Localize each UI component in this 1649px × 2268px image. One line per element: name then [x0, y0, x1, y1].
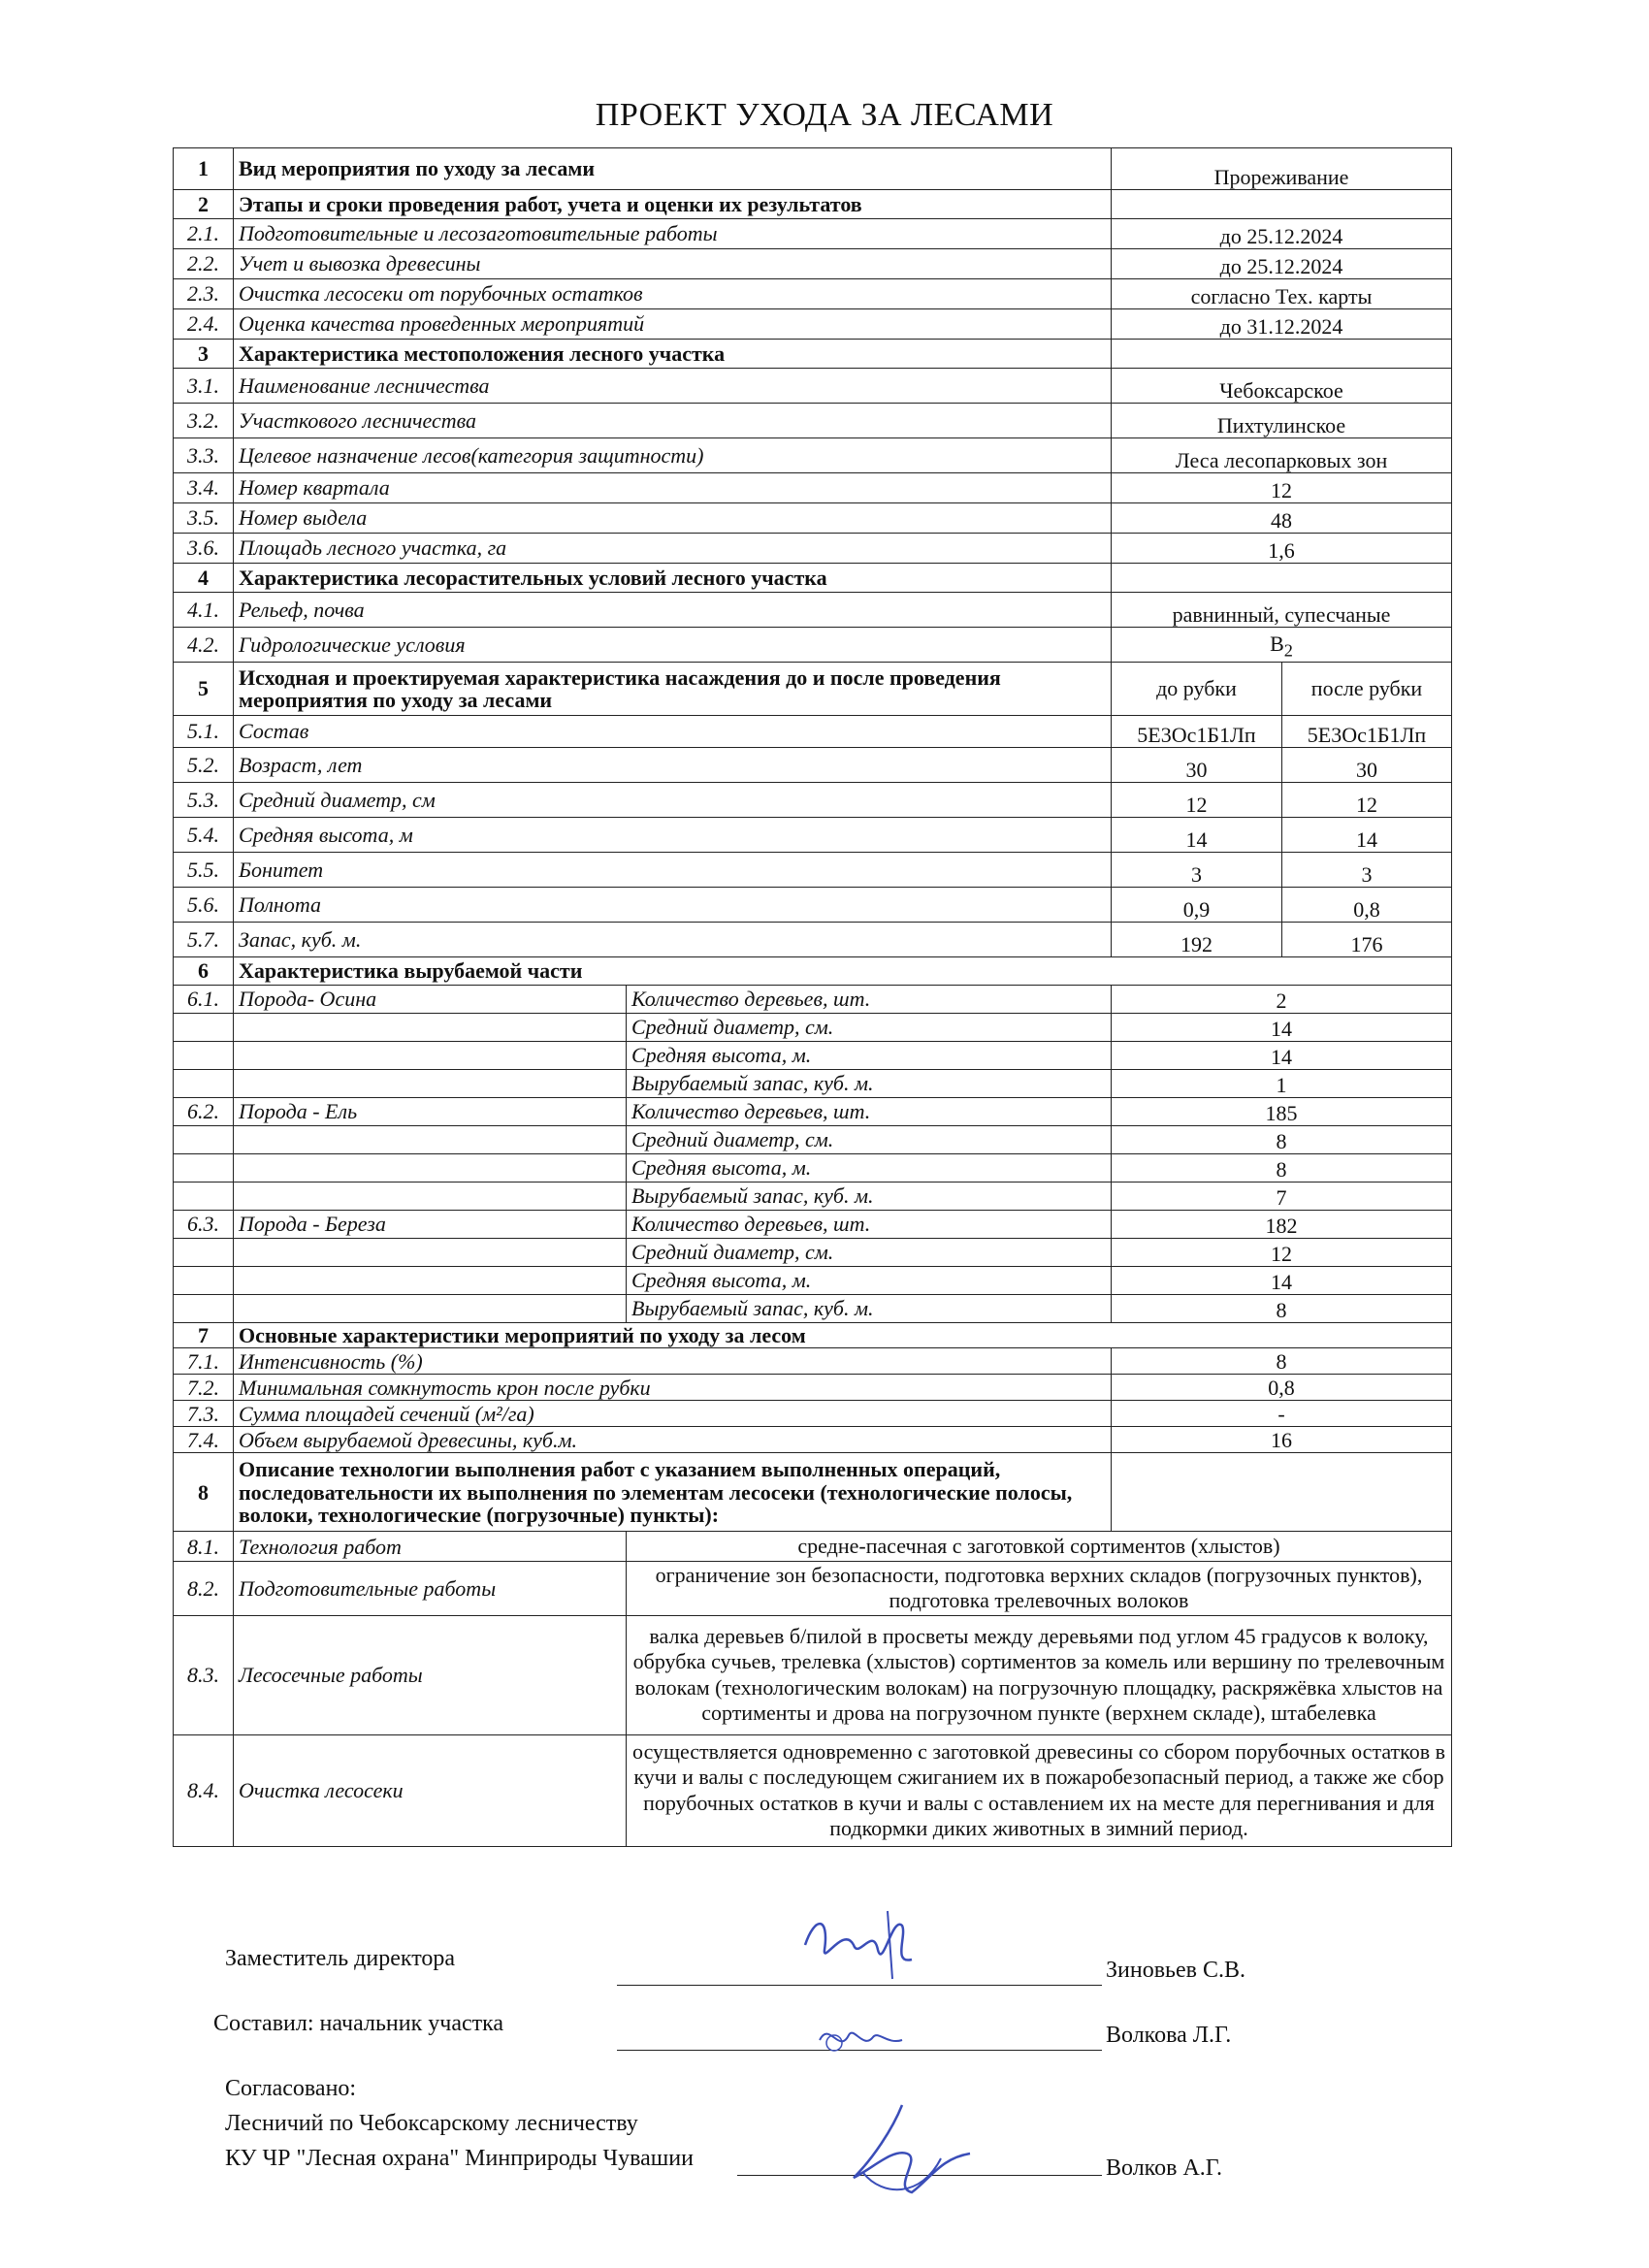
- param-value: 14: [1112, 1042, 1452, 1070]
- row-label: Запас, куб. м.: [234, 923, 1112, 957]
- row-number: 5.2.: [174, 748, 234, 783]
- row-label: Оценка качества проведенных мероприятий: [234, 309, 1112, 340]
- row-number: 2.3.: [174, 279, 234, 309]
- row-value: 0,8: [1112, 1375, 1452, 1401]
- row-value: до 31.12.2024: [1112, 309, 1452, 340]
- row-number: 6.3.: [174, 1211, 234, 1239]
- empty-cell: [234, 1183, 627, 1211]
- row-number: [174, 1295, 234, 1323]
- param-label: Средняя высота, м.: [627, 1154, 1112, 1183]
- row-number: 3.4.: [174, 473, 234, 503]
- table-row: [174, 1375, 1452, 1401]
- row-number: 8.4.: [174, 1734, 234, 1846]
- section-number: 7: [174, 1323, 234, 1348]
- table-row: [174, 923, 1452, 957]
- row-value: до 25.12.2024: [1112, 219, 1452, 249]
- row-label: Полнота: [234, 888, 1112, 923]
- param-label: Вырубаемый запас, куб. м.: [627, 1070, 1112, 1098]
- row-number: [174, 1042, 234, 1070]
- species-label: Порода - Береза: [234, 1211, 627, 1239]
- table-row: [174, 279, 1452, 309]
- row-label: Участкового лесничества: [234, 404, 1112, 438]
- param-label: Средняя высота, м.: [627, 1042, 1112, 1070]
- hydrology-value: [1112, 628, 1452, 663]
- row-value: 12: [1112, 473, 1452, 503]
- after-value: 176: [1282, 923, 1452, 957]
- table-row: [174, 438, 1452, 473]
- row-number: [174, 1154, 234, 1183]
- before-header: до рубки: [1112, 663, 1282, 716]
- table-row: [174, 1239, 1452, 1267]
- row-number: 5.1.: [174, 716, 234, 748]
- after-value: 0,8: [1282, 888, 1452, 923]
- before-value: 14: [1112, 818, 1282, 853]
- table-row: [174, 1126, 1452, 1154]
- table-row: [174, 1070, 1452, 1098]
- empty-cell: [234, 1042, 627, 1070]
- empty-cell: [234, 1154, 627, 1183]
- section-value: Прореживание: [1112, 148, 1452, 190]
- before-value: 5Е3Ос1Б1Лп: [1112, 716, 1282, 748]
- deputy-signature-image: [795, 1906, 931, 1984]
- param-value: 7: [1112, 1183, 1452, 1211]
- before-value: 12: [1112, 783, 1282, 818]
- empty-value-cell: [1112, 190, 1452, 219]
- row-value: валка деревьев б/пилой в просветы между деревьями под углом 45 градусов к волоку, обрубка сучьев, трелевка (хлыстов) сортиментов за комель или вершину по трелевочным волокам (технологическим волокам) на погрузочную площадку, раскряжёвка хлыстов на сортименты и дрова на погрузочном пункте (верхнем складе), штабелевка: [627, 1615, 1452, 1734]
- table-row: [174, 853, 1452, 888]
- before-value: 192: [1112, 923, 1282, 957]
- table-row: [174, 1401, 1452, 1427]
- species-label: Порода- Осина: [234, 986, 627, 1014]
- row-label: Номер квартала: [234, 473, 1112, 503]
- table-row: [174, 593, 1452, 628]
- section-heading: Вид мероприятия по уходу за лесами: [234, 148, 1112, 190]
- composer-role: Составил: начальник участка: [213, 2011, 504, 2036]
- row-number: 3.2.: [174, 404, 234, 438]
- param-value: 182: [1112, 1211, 1452, 1239]
- row-value: Чебоксарское: [1112, 369, 1452, 404]
- row-number: 2.4.: [174, 309, 234, 340]
- param-value: 8: [1112, 1126, 1452, 1154]
- row-number: [174, 1267, 234, 1295]
- row-value: ограничение зон безопасности, подготовка верхних складов (погрузочных пунктов), подготовка трелевочных волоков: [627, 1562, 1452, 1616]
- row-number: [174, 1126, 234, 1154]
- table-row: [174, 1014, 1452, 1042]
- deputy-name: Зиновьев С.В.: [1106, 1958, 1245, 1983]
- row-value: средне-пасечная с заготовкой сортиментов (хлыстов): [627, 1532, 1452, 1562]
- section-row: [174, 148, 1452, 190]
- row-label: Очистка лесосеки: [234, 1734, 627, 1846]
- row-label: Средний диаметр, см: [234, 783, 1112, 818]
- section-row: [174, 340, 1452, 369]
- section-number: 8: [174, 1453, 234, 1532]
- table-row: [174, 534, 1452, 564]
- row-number: 3.6.: [174, 534, 234, 564]
- row-label: Подготовительные работы: [234, 1562, 627, 1616]
- param-label: Вырубаемый запас, куб. м.: [627, 1295, 1112, 1323]
- empty-cell: [234, 1267, 627, 1295]
- section-heading: Характеристика лесорастительных условий лесного участка: [234, 564, 1112, 593]
- row-number: 3.3.: [174, 438, 234, 473]
- empty-cell: [234, 1295, 627, 1323]
- species-label: Порода - Ель: [234, 1098, 627, 1126]
- param-value: 185: [1112, 1098, 1452, 1126]
- param-value: 14: [1112, 1267, 1452, 1295]
- section-number: 2: [174, 190, 234, 219]
- table-row: [174, 1562, 1452, 1616]
- hydrology-letter: B: [1270, 632, 1284, 657]
- param-value: 14: [1112, 1014, 1452, 1042]
- row-number: 7.2.: [174, 1375, 234, 1401]
- row-label: Бонитет: [234, 853, 1112, 888]
- table-row: [174, 1211, 1452, 1239]
- row-number: 7.3.: [174, 1401, 234, 1427]
- row-value: 48: [1112, 503, 1452, 534]
- section-row: [174, 957, 1452, 986]
- row-label: Наименование лесничества: [234, 369, 1112, 404]
- row-value: -: [1112, 1401, 1452, 1427]
- row-number: 2.1.: [174, 219, 234, 249]
- section-row: [174, 1323, 1452, 1348]
- row-label: Гидрологические условия: [234, 628, 1112, 663]
- param-value: 8: [1112, 1154, 1452, 1183]
- composer-name: Волкова Л.Г.: [1106, 2023, 1232, 2048]
- row-label: Учет и вывозка древесины: [234, 249, 1112, 279]
- empty-cell: [234, 1014, 627, 1042]
- section-number: 4: [174, 564, 234, 593]
- section-number: 1: [174, 148, 234, 190]
- param-label: Средний диаметр, см.: [627, 1126, 1112, 1154]
- row-value: до 25.12.2024: [1112, 249, 1452, 279]
- row-label: Номер выдела: [234, 503, 1112, 534]
- table-row: [174, 1183, 1452, 1211]
- row-label: Состав: [234, 716, 1112, 748]
- table-row: [174, 219, 1452, 249]
- section-heading: Характеристика вырубаемой части: [234, 957, 1452, 986]
- section-heading: Исходная и проектируемая характеристика насаждения до и после проведения мероприятия по уходу за лесами: [234, 663, 1112, 716]
- hydrology-index: 2: [1283, 640, 1293, 661]
- table-row: [174, 1348, 1452, 1375]
- document-title: ПРОЕКТ УХОДА ЗА ЛЕСАМИ: [595, 97, 1054, 133]
- param-value: 2: [1112, 986, 1452, 1014]
- row-number: 2.2.: [174, 249, 234, 279]
- table-row: [174, 986, 1452, 1014]
- row-label: Технология работ: [234, 1532, 627, 1562]
- param-value: 12: [1112, 1239, 1452, 1267]
- table-row: [174, 818, 1452, 853]
- table-row: [174, 1532, 1452, 1562]
- row-value: 8: [1112, 1348, 1452, 1375]
- row-number: 6.1.: [174, 986, 234, 1014]
- table-row: [174, 473, 1452, 503]
- table-row: [174, 888, 1452, 923]
- section-row: [174, 190, 1452, 219]
- empty-cell: [234, 1239, 627, 1267]
- row-value: 16: [1112, 1427, 1452, 1453]
- table-row: [174, 404, 1452, 438]
- row-label: Очистка лесосеки от порубочных остатков: [234, 279, 1112, 309]
- row-label: Объем вырубаемой древесины, куб.м.: [234, 1427, 1112, 1453]
- row-label: Подготовительные и лесозаготовительные работы: [234, 219, 1112, 249]
- empty-value-cell: [1112, 1453, 1452, 1532]
- before-value: 30: [1112, 748, 1282, 783]
- row-number: 5.5.: [174, 853, 234, 888]
- section-heading: Описание технологии выполнения работ с указанием выполненных операций, последовательности их выполнения по элементам лесосеки (технологические полосы, волоки, технологические (погрузочные) пункты):: [234, 1453, 1112, 1532]
- forester-name: Волков А.Г.: [1106, 2155, 1222, 2181]
- deputy-role: Заместитель директора: [225, 1946, 456, 1971]
- param-label: Вырубаемый запас, куб. м.: [627, 1183, 1112, 1211]
- table-row: [174, 628, 1452, 663]
- row-value: согласно Тех. карты: [1112, 279, 1452, 309]
- table-row: [174, 1615, 1452, 1734]
- section-number: 3: [174, 340, 234, 369]
- table-row: [174, 503, 1452, 534]
- table-row: [174, 783, 1452, 818]
- param-label: Количество деревьев, шт.: [627, 1211, 1112, 1239]
- after-header: после рубки: [1282, 663, 1452, 716]
- table-row: [174, 1154, 1452, 1183]
- table-row: [174, 1427, 1452, 1453]
- param-value: 1: [1112, 1070, 1452, 1098]
- empty-value-cell: [1112, 564, 1452, 593]
- row-value: осуществляется одновременно с заготовкой древесины со сбором порубочных остатков в кучи и валы с последующем сжиганием их в пожаробезопасный период, а также же сбор порубочных остатков в кучи и валы с оставлением их на месте для перегнивания и для подкормки диких животных в зимний период.: [627, 1734, 1452, 1846]
- empty-cell: [234, 1126, 627, 1154]
- section-heading: Основные характеристики мероприятий по уходу за лесом: [234, 1323, 1452, 1348]
- row-number: [174, 1183, 234, 1211]
- row-number: 4.2.: [174, 628, 234, 663]
- after-value: 12: [1282, 783, 1452, 818]
- row-number: 7.1.: [174, 1348, 234, 1375]
- row-label: Целевое назначение лесов(категория защитности): [234, 438, 1112, 473]
- section-heading: Характеристика местоположения лесного участка: [234, 340, 1112, 369]
- row-number: 6.2.: [174, 1098, 234, 1126]
- row-label: Площадь лесного участка, га: [234, 534, 1112, 564]
- param-label: Средний диаметр, см.: [627, 1239, 1112, 1267]
- row-number: [174, 1014, 234, 1042]
- section-row: [174, 1453, 1452, 1532]
- table-row: [174, 716, 1452, 748]
- forester-line2: КУ ЧР "Лесная охрана" Минприроды Чувашии: [225, 2146, 694, 2171]
- row-number: [174, 1070, 234, 1098]
- row-number: 5.3.: [174, 783, 234, 818]
- section-row: [174, 564, 1452, 593]
- row-label: Возраст, лет: [234, 748, 1112, 783]
- before-value: 3: [1112, 853, 1282, 888]
- param-value: 8: [1112, 1295, 1452, 1323]
- row-value: Пихтулинское: [1112, 404, 1452, 438]
- after-value: 3: [1282, 853, 1452, 888]
- after-value: 30: [1282, 748, 1452, 783]
- section-number: 5: [174, 663, 234, 716]
- row-label: Средняя высота, м: [234, 818, 1112, 853]
- row-label: Интенсивность (%): [234, 1348, 1112, 1375]
- row-label: Минимальная сомкнутость крон после рубки: [234, 1375, 1112, 1401]
- deputy-signature-line: [617, 1985, 1102, 1986]
- table-row: [174, 1295, 1452, 1323]
- section-number: 6: [174, 957, 234, 986]
- table-row: [174, 1098, 1452, 1126]
- row-number: 8.3.: [174, 1615, 234, 1734]
- table-row: [174, 1267, 1452, 1295]
- row-number: 5.6.: [174, 888, 234, 923]
- row-value: 1,6: [1112, 534, 1452, 564]
- forest-care-table: [173, 147, 1452, 1847]
- row-number: 7.4.: [174, 1427, 234, 1453]
- after-value: 14: [1282, 818, 1452, 853]
- row-label: Лесосечные работы: [234, 1615, 627, 1734]
- section-heading: Этапы и сроки проведения работ, учета и оценки их результатов: [234, 190, 1112, 219]
- row-number: 8.1.: [174, 1532, 234, 1562]
- row-label: Рельеф, почва: [234, 593, 1112, 628]
- composer-signature-image: [815, 2016, 922, 2059]
- table-row: [174, 369, 1452, 404]
- param-label: Количество деревьев, шт.: [627, 986, 1112, 1014]
- forester-line1: Лесничий по Чебоксарскому лесничеству: [225, 2111, 638, 2136]
- row-number: [174, 1239, 234, 1267]
- after-value: 5Е3Ос1Б1Лп: [1282, 716, 1452, 748]
- row-number: 5.4.: [174, 818, 234, 853]
- param-label: Средний диаметр, см.: [627, 1014, 1112, 1042]
- row-label: Сумма площадей сечений (м²/га): [234, 1401, 1112, 1427]
- forester-signature-image: [834, 2100, 980, 2207]
- table-row: [174, 748, 1452, 783]
- empty-cell: [234, 1070, 627, 1098]
- row-number: 3.1.: [174, 369, 234, 404]
- row-value: Леса лесопарковых зон: [1112, 438, 1452, 473]
- empty-value-cell: [1112, 340, 1452, 369]
- param-label: Средняя высота, м.: [627, 1267, 1112, 1295]
- row-number: 8.2.: [174, 1562, 234, 1616]
- section-row: [174, 663, 1452, 716]
- before-value: 0,9: [1112, 888, 1282, 923]
- agreed-label: Согласовано:: [225, 2076, 357, 2101]
- row-number: 4.1.: [174, 593, 234, 628]
- row-value: равнинный, супесчаные: [1112, 593, 1452, 628]
- table-row: [174, 1734, 1452, 1846]
- param-label: Количество деревьев, шт.: [627, 1098, 1112, 1126]
- table-row: [174, 249, 1452, 279]
- table-row: [174, 309, 1452, 340]
- row-number: 5.7.: [174, 923, 234, 957]
- row-number: 3.5.: [174, 503, 234, 534]
- table-row: [174, 1042, 1452, 1070]
